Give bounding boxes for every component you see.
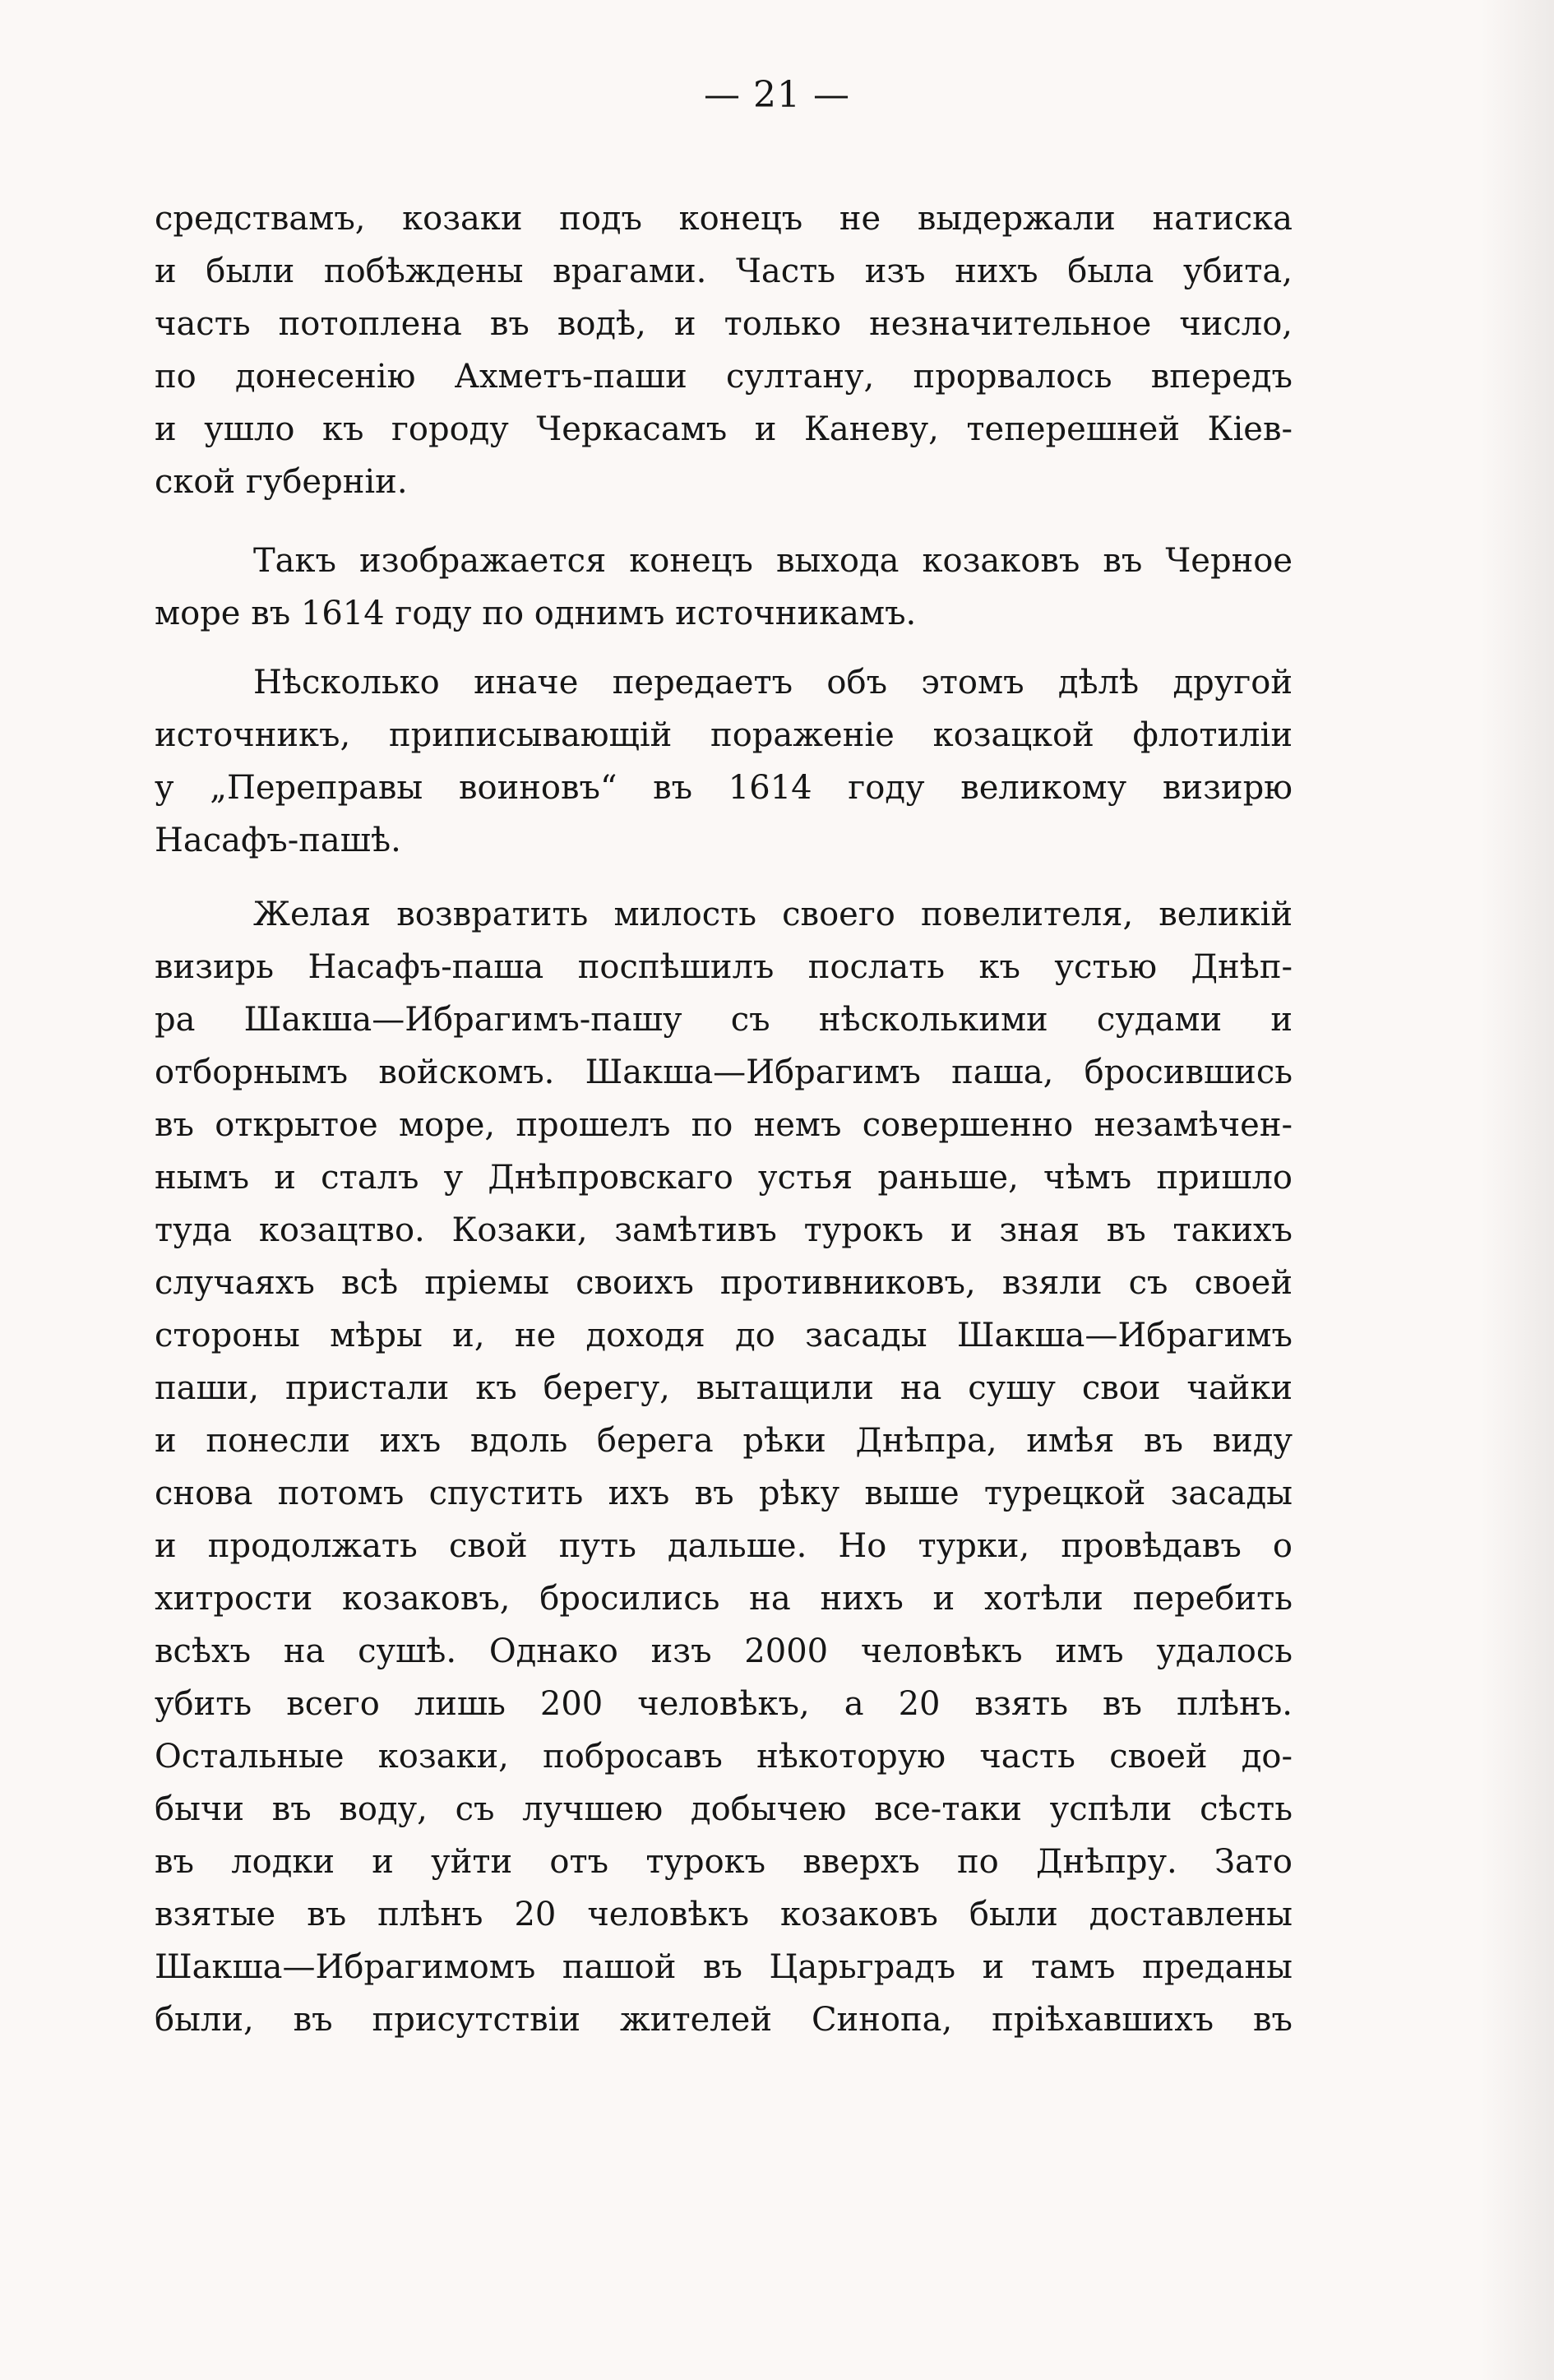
page-number: — 21 — [704,74,850,116]
text-line: въ открытое море, прошелъ по немъ совершенно незамѣчен- [155,1106,1293,1144]
paragraph-1 [155,192,1293,508]
text-line: бычи въ воду, съ лучшею добычею все-таки успѣли сѣсть [155,1790,1293,1828]
text-line: всѣхъ на сушѣ. Однако изъ 2000 человѣкъ имъ удалось [155,1632,1293,1670]
paragraph-4 [155,888,1293,2046]
text-line: случаяхъ всѣ пріемы своихъ противниковъ, взяли съ своей [155,1264,1293,1302]
text-line: часть потоплена въ водѣ, и только незначительное число, [155,305,1293,343]
text-line: и понесли ихъ вдоль берега рѣки Днѣпра, имѣя въ виду [155,1422,1293,1460]
text-line: Желая возвратить милость своего повелителя, великій [253,896,1293,933]
text-line: ра Шакша—Ибрагимъ-пашу съ нѣсколькими судами и [155,1001,1293,1039]
text-line: и были побѣждены врагами. Часть изъ нихъ была убита, [155,252,1293,290]
text-line: по донесенію Ахметъ-паши султану, прорвалось впередъ [155,358,1293,396]
text-line: хитрости козаковъ, бросились на нихъ и хотѣли перебить [155,1580,1293,1618]
text-line: убить всего лишь 200 человѣкъ, а 20 взять въ плѣнъ. [155,1685,1293,1723]
text-line: ской губерніи. [155,463,408,501]
text-line: и ушло къ городу Черкасамъ и Каневу, теперешней Кіев- [155,410,1293,448]
text-line: средствамъ, козаки подъ конецъ не выдержали натиска [155,200,1293,238]
text-line: стороны мѣры и, не доходя до засады Шакша—Ибрагимъ [155,1317,1293,1354]
paragraph-2 [155,535,1293,640]
text-line: у „Переправы воиновъ“ въ 1614 году великому визирю [155,769,1293,807]
text-line: Нѣсколько иначе передаетъ объ этомъ дѣлѣ другой [253,664,1293,701]
text-line: паши, пристали къ берегу, вытащили на сушу свои чайки [155,1369,1293,1407]
text-line: въ лодки и уйти отъ турокъ вверхъ по Днѣпру. Зато [155,1843,1293,1881]
text-line: море въ 1614 году по однимъ источникамъ. [155,595,917,632]
text-line: снова потомъ спустить ихъ въ рѣку выше турецкой засады [155,1475,1293,1512]
text-line: Остальные козаки, побросавъ нѣкоторую часть своей до- [155,1738,1293,1776]
text-line: туда козацтво. Козаки, замѣтивъ турокъ и зная въ такихъ [155,1211,1293,1249]
text-line: и продолжать свой путь дальше. Но турки, провѣдавъ о [155,1527,1293,1565]
paragraph-3 [155,656,1293,867]
text-line: были, въ присутствіи жителей Синопа, пріѣхавшихъ въ [155,2001,1293,2039]
text-line: визирь Насафъ-паша поспѣшилъ послать къ устью Днѣп- [155,948,1293,986]
text-line: взятые въ плѣнъ 20 человѣкъ козаковъ были доставлены [155,1896,1293,1933]
text-line: Такъ изображается конецъ выхода козаковъ въ Черное [253,542,1293,580]
text-line: Насафъ-пашѣ. [155,822,401,859]
text-line: источникъ, приписывающій пораженіе козацкой флотиліи [155,716,1293,754]
page-edge-shadow [1480,0,1554,2380]
text-line: Шакша—Ибрагимомъ пашой въ Царьградъ и тамъ преданы [155,1948,1293,1986]
text-line: нымъ и сталъ у Днѣпровскаго устья раньше, чѣмъ пришло [155,1159,1293,1197]
text-line: отборнымъ войскомъ. Шакша—Ибрагимъ паша, бросившись [155,1053,1293,1091]
